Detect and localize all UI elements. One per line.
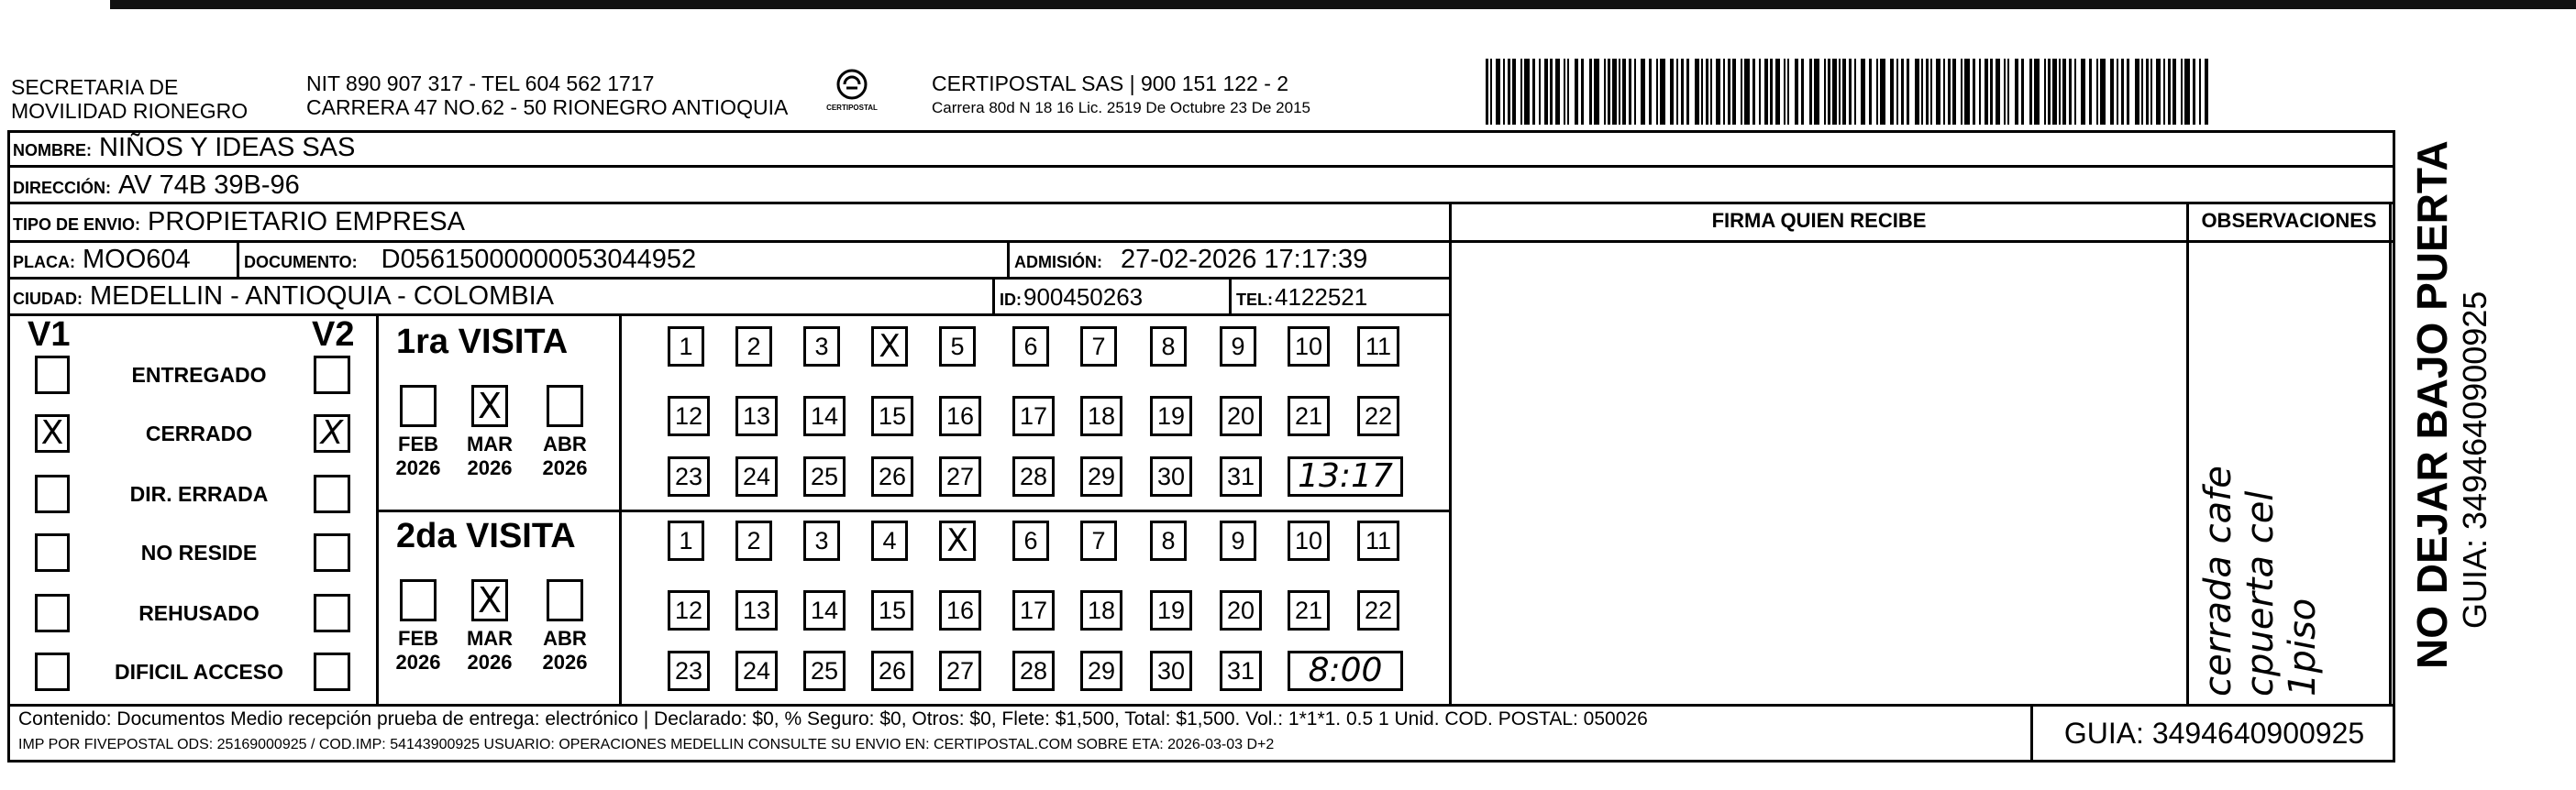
barcode-bar <box>1861 59 1865 125</box>
status-label-cerrado: CERRADO <box>145 422 253 445</box>
visit1-day-21[interactable]: 21 <box>1288 396 1330 436</box>
sender-line-2: MOVILIDAD RIONEGRO <box>11 99 249 124</box>
visit2-month-label-feb <box>389 627 448 675</box>
footer-contenido: Contenido: Documentos Medio recepción prueba de entrega: electrónico | Declarado: $0, % Seguro: $0, Otros: $0, Flete: $1,500, Total: $1,500. Vol.: 1*1*1. 0.5 1 Unid. COD. POSTAL: 050026 <box>18 708 1648 730</box>
barcode-bar <box>1676 59 1678 125</box>
barcode-bar <box>1612 59 1617 125</box>
visit2-day-16[interactable]: 16 <box>939 590 981 631</box>
ciudad-row <box>13 281 554 312</box>
visit2-day-3[interactable]: 3 <box>803 521 840 561</box>
visit2-month-box-feb[interactable] <box>400 579 437 621</box>
visit2-day-10[interactable]: 10 <box>1288 521 1330 561</box>
visit2-month-name: FEB <box>398 627 438 650</box>
barcode-bar <box>1764 59 1768 125</box>
barcode-bar <box>1520 59 1522 125</box>
visit1-day-26[interactable]: 26 <box>871 456 913 497</box>
visit1-month-box-feb[interactable] <box>400 385 437 427</box>
visit1-day-2[interactable]: 2 <box>735 326 772 367</box>
placa-label: PLACA: <box>13 253 75 271</box>
documento-label: DOCUMENTO: <box>244 253 358 271</box>
visit1-day-4[interactable]: X <box>871 326 908 367</box>
admision-label: ADMISIÓN: <box>1014 253 1102 271</box>
barcode-bar <box>2117 59 2118 125</box>
barcode-bar <box>1681 59 1684 125</box>
barcode-bar <box>1770 59 1773 125</box>
visit2-day-1[interactable]: 1 <box>668 521 704 561</box>
barcode-bar <box>1759 59 1761 125</box>
barcode-bar <box>2146 59 2149 125</box>
placa-row <box>13 245 191 275</box>
barcode-bar <box>1656 59 1658 125</box>
barcode-bar <box>2052 59 2057 125</box>
side-block <box>2408 140 2494 669</box>
barcode-bar <box>1622 59 1626 125</box>
barcode-bar <box>2074 59 2076 125</box>
side-guia: GUIA: 3494640900925 <box>2456 291 2493 629</box>
ciudad-label: CIUDAD: <box>13 290 83 308</box>
barcode-bar <box>1839 59 1841 125</box>
barcode-bar <box>1634 59 1636 125</box>
visit2-day-4[interactable]: 4 <box>871 521 908 561</box>
status-label-rehusado: REHUSADO <box>138 601 260 625</box>
visit2-day-17[interactable]: 17 <box>1012 590 1055 631</box>
status-label-dir-errada: DIR. ERRADA <box>129 482 269 506</box>
address-line: CARRERA 47 NO.62 - 50 RIONEGRO ANTIOQUIA <box>306 95 789 120</box>
barcode-bar <box>2081 59 2085 125</box>
admision-row <box>1014 245 1367 275</box>
tel-row <box>1236 283 1367 312</box>
visit2-time-box[interactable]: 8:00 <box>1288 651 1403 691</box>
visit1-month-label-feb <box>389 433 448 481</box>
barcode-bar <box>1744 59 1750 125</box>
visit1-day-12[interactable]: 12 <box>668 396 710 436</box>
v2-checkbox-dificil-acceso[interactable] <box>314 653 350 691</box>
v2-checkbox-rehusado[interactable] <box>314 594 350 632</box>
visit1-month-name: MAR <box>466 433 514 455</box>
barcode-bar <box>2181 59 2183 125</box>
visit1-day-31[interactable]: 31 <box>1220 456 1262 497</box>
visit1-day-18[interactable]: 18 <box>1080 396 1122 436</box>
tipo-label: TIPO DE ENVIO: <box>13 215 141 234</box>
visit1-day-1[interactable]: 1 <box>668 326 704 367</box>
v2-checkbox-entregado[interactable] <box>314 356 350 394</box>
barcode-bar <box>1539 59 1541 125</box>
documento-row <box>244 245 696 275</box>
barcode-bar <box>2141 59 2143 125</box>
visit1-day-16[interactable]: 16 <box>939 396 981 436</box>
barcode-bar <box>1660 59 1665 125</box>
barcode-bar <box>1752 59 1755 125</box>
barcode-bar <box>1581 59 1584 125</box>
placa-value: MOO604 <box>83 245 191 274</box>
visit2-day-18[interactable]: 18 <box>1080 590 1122 631</box>
barcode-bar <box>1828 59 1830 125</box>
tel-label: TEL: <box>1236 291 1273 309</box>
barcode-bar <box>1869 59 1872 125</box>
visit1-day-15[interactable]: 15 <box>871 396 913 436</box>
id-label: ID: <box>1000 291 1022 309</box>
visit1-day-3[interactable]: 3 <box>803 326 840 367</box>
barcode-bar <box>1896 59 1898 125</box>
status-label-entregado: ENTREGADO <box>131 363 267 387</box>
v1-checkbox-cerrado[interactable]: X <box>35 414 70 453</box>
observation-line-1: cerrada cafe <box>2197 466 2239 697</box>
barcode-bar <box>1710 59 1712 125</box>
sender-block <box>11 75 248 124</box>
nit-block <box>306 71 788 120</box>
v1-checkbox-dificil-acceso[interactable] <box>35 653 70 691</box>
admision-value: 27-02-2026 17:17:39 <box>1121 245 1368 274</box>
visit2-month-year: 2026 <box>467 651 513 675</box>
barcode-bar <box>2156 59 2161 125</box>
visit2-day-12[interactable]: 12 <box>668 590 710 631</box>
barcode-bar <box>2205 59 2208 125</box>
visit1-title: 1ra VISITA <box>396 323 569 361</box>
direccion-value: AV 74B 39B-96 <box>118 170 300 200</box>
barcode-bar <box>2089 59 2092 125</box>
visit2-month-year: 2026 <box>395 651 441 675</box>
documento-value: D05615000000053044952 <box>381 245 697 274</box>
barcode-bar <box>1784 59 1786 125</box>
barcode-bar <box>1503 59 1505 125</box>
visit2-day-11[interactable]: 11 <box>1357 521 1399 561</box>
observation-line-3: 1piso <box>2282 598 2324 697</box>
barcode-bar <box>1961 59 1962 125</box>
v1-checkbox-rehusado[interactable] <box>35 594 70 632</box>
visit1-month-label-abr <box>536 433 594 481</box>
visit1-month-label-mar <box>460 433 519 481</box>
visit2-day-20[interactable]: 20 <box>1220 590 1262 631</box>
visit1-month-year: 2026 <box>542 456 588 480</box>
barcode-bar <box>1728 59 1730 125</box>
visit1-time-box[interactable]: 13:17 <box>1288 456 1403 497</box>
barcode-bar <box>1990 59 1993 125</box>
visit2-day-23[interactable]: 23 <box>668 651 710 691</box>
barcode-bar <box>1985 59 1988 125</box>
visit1-day-11[interactable]: 11 <box>1357 326 1399 367</box>
visit1-month-name: FEB <box>398 433 438 455</box>
visit1-day-28[interactable]: 28 <box>1012 456 1055 497</box>
barcode-bar <box>1787 59 1789 125</box>
visit2-title: 2da VISITA <box>396 517 576 555</box>
barcode-bar <box>1824 59 1826 125</box>
visit1-day-23[interactable]: 23 <box>668 456 710 497</box>
certipostal-logo <box>814 66 890 117</box>
barcode-bar <box>1496 59 1500 125</box>
barcode-bar <box>1604 59 1606 125</box>
visit2-month-year: 2026 <box>542 651 588 675</box>
barcode-bar <box>2150 59 2152 125</box>
v2-checkbox-no-reside[interactable] <box>314 533 350 572</box>
barcode-bar <box>1880 59 1885 125</box>
visit2-month-label-abr <box>536 627 594 675</box>
barcode-bar <box>1973 59 1975 125</box>
barcode-bar <box>2184 59 2190 125</box>
v2-header: V2 <box>312 315 355 354</box>
visit1-day-25[interactable]: 25 <box>803 456 846 497</box>
barcode-bar <box>2007 59 2009 125</box>
v2-checkbox-cerrado[interactable]: X <box>314 414 350 453</box>
id-row <box>1000 283 1143 312</box>
barcode-bar <box>1901 59 1904 125</box>
visit1-month-year: 2026 <box>395 456 441 480</box>
barcode-bar <box>1555 59 1560 125</box>
visit2-day-31[interactable]: 31 <box>1220 651 1262 691</box>
barcode-bar <box>1686 59 1689 125</box>
barcode-bar <box>1930 59 1932 125</box>
visit1-day-22[interactable]: 22 <box>1357 396 1399 436</box>
visit1-day-5[interactable]: 5 <box>939 326 976 367</box>
barcode-bar <box>1524 59 1530 125</box>
barcode-bar <box>1608 59 1610 125</box>
barcode-bar <box>1926 59 1929 125</box>
status-label-dificil-acceso: DIFICIL ACCESO <box>114 660 283 684</box>
barcode-bar <box>2096 59 2098 125</box>
visit2-day-15[interactable]: 15 <box>871 590 913 631</box>
barcode-bar <box>1854 59 1856 125</box>
v1-checkbox-no-reside[interactable] <box>35 533 70 572</box>
top-edge-bar <box>110 0 2576 9</box>
barcode-bar <box>1921 59 1923 125</box>
visit2-day-26[interactable]: 26 <box>871 651 913 691</box>
visit1-day-17[interactable]: 17 <box>1012 396 1055 436</box>
footer-impresion: IMP POR FIVEPOSTAL ODS: 25169000925 / COD.IMP: 54143900925 USUARIO: OPERACIONES MEDELLIN CONSULTE SU ENVIO EN: CERTIPOSTAL.COM SOBRE ETA: 2026-03-03 D+2 <box>18 737 1275 752</box>
v1-checkbox-entregado[interactable] <box>35 356 70 394</box>
barcode-bar <box>1619 59 1620 125</box>
barcode-bar <box>1996 59 2000 125</box>
barcode-bar <box>1670 59 1674 125</box>
barcode-bar <box>1490 59 1492 125</box>
visit2-day-25[interactable]: 25 <box>803 651 846 691</box>
barcode-bar <box>1907 59 1909 125</box>
barcode-bar <box>1890 59 1894 125</box>
id-value: 900450263 <box>1023 283 1144 311</box>
barcode-bar <box>2021 59 2024 125</box>
visit2-day-24[interactable]: 24 <box>735 651 778 691</box>
barcode-bar <box>2062 59 2066 125</box>
courier-block <box>932 71 1310 117</box>
barcode-bar <box>1775 59 1780 125</box>
nombre-value: NIÑOS Y IDEAS SAS <box>99 133 356 162</box>
barcode-bar <box>1842 59 1846 125</box>
visit1-day-6[interactable]: 6 <box>1012 326 1049 367</box>
barcode-bar <box>1486 59 1488 125</box>
v2-checkbox-dir-errada[interactable] <box>314 475 350 513</box>
barcode-bar <box>1629 59 1631 125</box>
direccion-row <box>13 170 300 201</box>
ciudad-value: MEDELLIN - ANTIOQUIA - COLOMBIA <box>90 281 554 311</box>
barcode-bar <box>1943 59 1945 125</box>
barcode-bar <box>1508 59 1510 125</box>
barcode-bar <box>1849 59 1852 125</box>
barcode-bar <box>1915 59 1919 125</box>
barcode-bar <box>1649 59 1652 125</box>
barcode-bar <box>2199 59 2201 125</box>
observations-handwritten <box>2197 466 2324 697</box>
svg-text:CERTIPOSTAL: CERTIPOSTAL <box>826 104 878 112</box>
nombre-row <box>13 133 355 163</box>
barcode-bar <box>1532 59 1535 125</box>
barcode-bar <box>1695 59 1699 125</box>
barcode-bar <box>1952 59 1956 125</box>
firma-header: FIRMA QUIEN RECIBE <box>1711 209 1927 232</box>
barcode-bar <box>2059 59 2061 125</box>
barcode-bar <box>1701 59 1703 125</box>
barcode-bar <box>1641 59 1645 125</box>
barcode-bar <box>1575 59 1578 125</box>
visit2-month-name: MAR <box>466 627 514 650</box>
direccion-label: DIRECCIÓN: <box>13 179 111 197</box>
visit1-day-9[interactable]: 9 <box>1220 326 1256 367</box>
footer-guia: GUIA: 3494640900925 <box>2063 717 2365 750</box>
barcode-bar <box>1795 59 1798 125</box>
barcode-bar <box>2193 59 2195 125</box>
visit2-day-13[interactable]: 13 <box>735 590 778 631</box>
visit2-day-14[interactable]: 14 <box>803 590 846 631</box>
barcode-bar <box>1809 59 1812 125</box>
visit2-month-box-abr[interactable] <box>547 579 583 621</box>
barcode-bar <box>1550 59 1553 125</box>
barcode-bar <box>1589 59 1592 125</box>
barcode-bar <box>2172 59 2176 125</box>
visit2-day-8[interactable]: 8 <box>1150 521 1187 561</box>
barcode-bar <box>1801 59 1804 125</box>
visit1-day-10[interactable]: 10 <box>1288 326 1330 367</box>
visit2-day-19[interactable]: 19 <box>1150 590 1192 631</box>
barcode-bar <box>1979 59 1981 125</box>
visit2-day-28[interactable]: 28 <box>1012 651 1055 691</box>
visit1-month-box-abr[interactable] <box>547 385 583 427</box>
barcode <box>1486 59 2219 125</box>
barcode-bar <box>1594 59 1599 125</box>
nombre-label: NOMBRE: <box>13 141 92 159</box>
visit1-day-13[interactable]: 13 <box>735 396 778 436</box>
visit1-month-box-mar[interactable]: X <box>471 385 508 427</box>
status-label-no-reside: NO RESIDE <box>140 541 258 565</box>
barcode-bar <box>2100 59 2106 125</box>
barcode-bar <box>1544 59 1548 125</box>
tipo-value: PROPIETARIO EMPRESA <box>148 207 465 236</box>
tel-value: 4122521 <box>1275 283 1368 311</box>
barcode-bar <box>2121 59 2124 125</box>
courier-line: CERTIPOSTAL SAS | 900 151 122 - 2 <box>932 71 1289 95</box>
barcode-bar <box>1741 59 1742 125</box>
visit1-day-20[interactable]: 20 <box>1220 396 1262 436</box>
courier-license: Carrera 80d N 18 16 Lic. 2519 De Octubre 23 De 2015 <box>932 99 1310 117</box>
barcode-bar <box>1706 59 1708 125</box>
visit1-month-name: ABR <box>543 433 587 455</box>
visit2-day-27[interactable]: 27 <box>939 651 981 691</box>
visit1-day-27[interactable]: 27 <box>939 456 981 497</box>
barcode-bar <box>1948 59 1951 125</box>
visit2-month-name: ABR <box>543 627 587 650</box>
visit2-day-7[interactable]: 7 <box>1080 521 1117 561</box>
tipo-row <box>13 207 465 237</box>
barcode-bar <box>2044 59 2046 125</box>
barcode-bar <box>2127 59 2129 125</box>
barcode-bar <box>2168 59 2171 125</box>
barcode-bar <box>2015 59 2018 125</box>
barcode-bar <box>2004 59 2006 125</box>
visit1-day-30[interactable]: 30 <box>1150 456 1192 497</box>
sender-line-1: SECRETARIA DE <box>11 75 179 99</box>
v1-checkbox-dir-errada[interactable] <box>35 475 70 513</box>
barcode-bar <box>1512 59 1516 125</box>
barcode-bar <box>2048 59 2051 125</box>
visit2-day-30[interactable]: 30 <box>1150 651 1192 691</box>
visit2-day-9[interactable]: 9 <box>1220 521 1256 561</box>
visit1-day-29[interactable]: 29 <box>1080 456 1122 497</box>
barcode-bar <box>2110 59 2114 125</box>
v1-header: V1 <box>28 315 71 354</box>
barcode-bar <box>2135 59 2139 125</box>
visit1-day-24[interactable]: 24 <box>735 456 778 497</box>
visit1-day-19[interactable]: 19 <box>1150 396 1192 436</box>
barcode-bar <box>1936 59 1940 125</box>
observaciones-header: OBSERVACIONES <box>2201 209 2377 232</box>
observation-line-2: cpuerta cel <box>2239 490 2282 697</box>
visit2-day-2[interactable]: 2 <box>735 521 772 561</box>
barcode-bar <box>1814 59 1819 125</box>
barcode-bar <box>1723 59 1725 125</box>
visit2-day-21[interactable]: 21 <box>1288 590 1330 631</box>
visit2-month-box-mar[interactable]: X <box>471 579 508 621</box>
barcode-bar <box>2029 59 2032 125</box>
visit1-day-14[interactable]: 14 <box>803 396 846 436</box>
visit2-day-5[interactable]: X <box>939 521 976 561</box>
barcode-bar <box>1564 59 1565 125</box>
visit1-day-7[interactable]: 7 <box>1080 326 1117 367</box>
visit2-day-6[interactable]: 6 <box>1012 521 1049 561</box>
barcode-bar <box>1832 59 1837 125</box>
visit1-month-year: 2026 <box>467 456 513 480</box>
barcode-bar <box>1876 59 1878 125</box>
barcode-bar <box>2163 59 2165 125</box>
barcode-bar <box>2034 59 2040 125</box>
side-warning: NO DEJAR BAJO PUERTA <box>2408 140 2456 669</box>
barcode-bar <box>1964 59 1970 125</box>
visit2-day-22[interactable]: 22 <box>1357 590 1399 631</box>
nit-line: NIT 890 907 317 - TEL 604 562 1717 <box>306 71 655 95</box>
visit2-day-29[interactable]: 29 <box>1080 651 1122 691</box>
barcode-bar <box>1716 59 1720 125</box>
barcode-bar <box>1567 59 1569 125</box>
barcode-bar <box>2069 59 2072 125</box>
visit1-day-8[interactable]: 8 <box>1150 326 1187 367</box>
visit2-month-label-mar <box>460 627 519 675</box>
barcode-bar <box>1732 59 1736 125</box>
